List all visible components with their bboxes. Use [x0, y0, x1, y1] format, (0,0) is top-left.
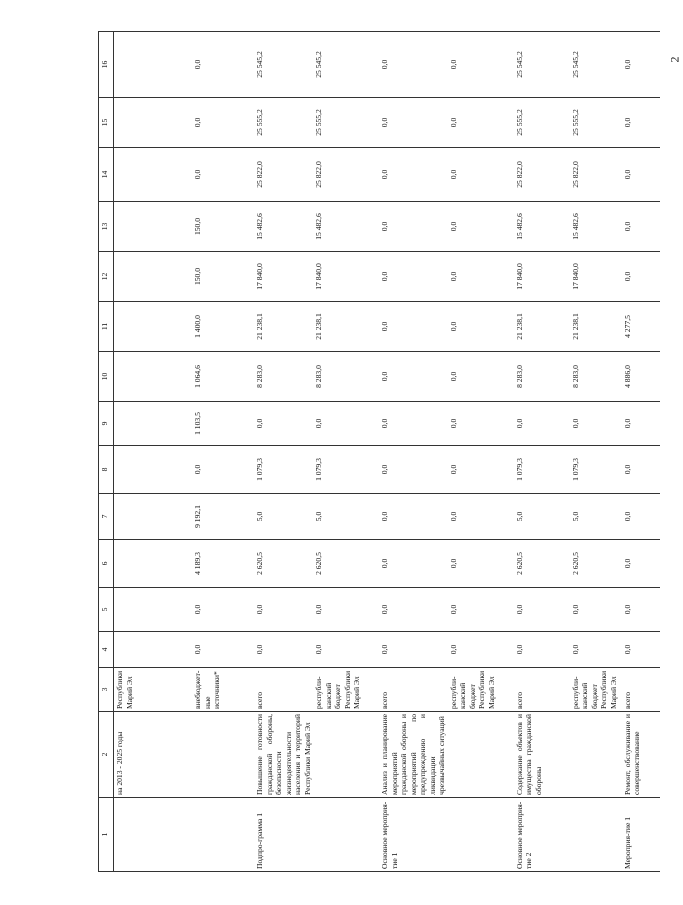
column-number: 2 — [99, 712, 114, 798]
amount-cell — [114, 98, 193, 148]
amount-cell: 15 482,6 — [514, 202, 570, 252]
amount-cell: 0,0 — [622, 588, 660, 632]
amount-cell: 25 545,2 — [570, 32, 622, 98]
amount-cell: 0,0 — [622, 446, 660, 494]
amount-cell — [114, 302, 193, 352]
amount-cell: 0,0 — [448, 402, 514, 446]
program-label-cell — [192, 798, 254, 872]
funding-source-cell: всего — [622, 668, 660, 712]
amount-cell: 8 283,0 — [254, 352, 313, 402]
amount-cell: 0,0 — [448, 632, 514, 668]
amount-cell: 0,0 — [379, 632, 448, 668]
funding-source-cell: всего — [379, 668, 448, 712]
amount-cell: 0,0 — [254, 632, 313, 668]
amount-cell: 2 620,5 — [570, 540, 622, 588]
amount-cell: 0,0 — [313, 588, 379, 632]
column-number: 11 — [99, 302, 114, 352]
column-number: 7 — [99, 494, 114, 540]
amount-cell: 0,0 — [622, 402, 660, 446]
amount-cell: 0,0 — [514, 402, 570, 446]
amount-cell: 0,0 — [448, 446, 514, 494]
amount-cell — [114, 588, 193, 632]
finance-table — [98, 31, 660, 872]
amount-cell: 0,0 — [192, 588, 254, 632]
column-number: 1 — [99, 798, 114, 872]
header-row — [99, 32, 114, 872]
amount-cell: 4 277,5 — [622, 302, 660, 352]
amount-cell: 0,0 — [192, 632, 254, 668]
amount-cell: 0,0 — [379, 402, 448, 446]
amount-cell: 25 822,0 — [570, 148, 622, 202]
table-row — [448, 32, 514, 872]
amount-cell: 17 840,0 — [254, 252, 313, 302]
funding-source-cell: Республики Марий Эл — [114, 668, 193, 712]
amount-cell: 0,0 — [379, 540, 448, 588]
amount-cell: 0,0 — [448, 302, 514, 352]
program-label-cell — [313, 798, 379, 872]
table-row — [379, 32, 448, 872]
amount-cell: 17 840,0 — [570, 252, 622, 302]
funding-source-cell: республи-канский бюджет Республики Марий Эл — [570, 668, 622, 712]
column-number: 3 — [99, 668, 114, 712]
amount-cell: 0,0 — [448, 540, 514, 588]
amount-cell: 4 886,0 — [622, 352, 660, 402]
amount-cell: 0,0 — [514, 588, 570, 632]
program-label-cell: Подпро-грамма 1 — [254, 798, 313, 872]
column-number: 12 — [99, 252, 114, 302]
program-name-cell — [192, 712, 254, 798]
amount-cell: 8 283,0 — [313, 352, 379, 402]
amount-cell: 17 840,0 — [313, 252, 379, 302]
table-row — [192, 32, 254, 872]
amount-cell: 5,0 — [514, 494, 570, 540]
amount-cell: 0,0 — [448, 98, 514, 148]
amount-cell: 8 283,0 — [514, 352, 570, 402]
amount-cell: 1 400,0 — [192, 302, 254, 352]
amount-cell: 0,0 — [622, 540, 660, 588]
amount-cell: 0,0 — [448, 32, 514, 98]
amount-cell: 15 482,6 — [570, 202, 622, 252]
amount-cell: 15 482,6 — [254, 202, 313, 252]
column-number: 16 — [99, 32, 114, 98]
program-name-cell — [448, 712, 514, 798]
funding-source-cell: всего — [254, 668, 313, 712]
amount-cell: 25 555,2 — [313, 98, 379, 148]
amount-cell: 150,0 — [192, 252, 254, 302]
program-name-cell — [570, 712, 622, 798]
column-number: 13 — [99, 202, 114, 252]
amount-cell: 0,0 — [622, 494, 660, 540]
table-row — [114, 32, 193, 872]
amount-cell: 21 238,1 — [514, 302, 570, 352]
amount-cell — [114, 32, 193, 98]
amount-cell: 25 555,2 — [254, 98, 313, 148]
column-number: 14 — [99, 148, 114, 202]
table-row — [570, 32, 622, 872]
amount-cell: 0,0 — [379, 98, 448, 148]
column-number: 9 — [99, 402, 114, 446]
amount-cell: 0,0 — [622, 148, 660, 202]
amount-cell: 0,0 — [254, 402, 313, 446]
table-row — [622, 32, 660, 872]
amount-cell — [114, 402, 193, 446]
amount-cell: 0,0 — [379, 588, 448, 632]
amount-cell: 0,0 — [313, 402, 379, 446]
amount-cell: 25 555,2 — [570, 98, 622, 148]
amount-cell: 0,0 — [379, 32, 448, 98]
column-number: 4 — [99, 632, 114, 668]
program-name-cell: Ремонт, обслуживание и совершенствование — [622, 712, 660, 798]
amount-cell — [114, 446, 193, 494]
amount-cell: 2 620,5 — [514, 540, 570, 588]
amount-cell: 1 103,5 — [192, 402, 254, 446]
amount-cell: 1 079,3 — [514, 446, 570, 494]
program-label-cell — [114, 798, 193, 872]
amount-cell: 0,0 — [622, 202, 660, 252]
column-number: 6 — [99, 540, 114, 588]
amount-cell: 1 079,3 — [313, 446, 379, 494]
amount-cell: 25 822,0 — [254, 148, 313, 202]
amount-cell: 0,0 — [192, 32, 254, 98]
funding-source-cell: республи-канский бюджет Республики Марий Эл — [448, 668, 514, 712]
amount-cell: 150,0 — [192, 202, 254, 252]
amount-cell: 25 822,0 — [514, 148, 570, 202]
amount-cell: 2 620,5 — [254, 540, 313, 588]
amount-cell: 0,0 — [622, 32, 660, 98]
amount-cell: 0,0 — [192, 446, 254, 494]
amount-cell — [114, 632, 193, 668]
amount-cell: 25 545,2 — [254, 32, 313, 98]
amount-cell: 0,0 — [448, 494, 514, 540]
program-label-cell — [448, 798, 514, 872]
amount-cell: 1 079,3 — [254, 446, 313, 494]
amount-cell: 5,0 — [254, 494, 313, 540]
column-number: 5 — [99, 588, 114, 632]
amount-cell — [114, 352, 193, 402]
program-name-cell: Содержание объектов и имущества гражданской обороны — [514, 712, 570, 798]
amount-cell: 0,0 — [622, 252, 660, 302]
funding-source-cell: республи-канский бюджет Республики Марий Эл — [313, 668, 379, 712]
amount-cell: 0,0 — [448, 202, 514, 252]
funding-source-cell: всего — [514, 668, 570, 712]
amount-cell: 25 545,2 — [313, 32, 379, 98]
amount-cell: 25 545,2 — [514, 32, 570, 98]
amount-cell: 2 620,5 — [313, 540, 379, 588]
amount-cell: 25 555,2 — [514, 98, 570, 148]
program-label-cell: Основное мероприя-тие 1 — [379, 798, 448, 872]
amount-cell: 0,0 — [313, 632, 379, 668]
amount-cell: 0,0 — [192, 98, 254, 148]
amount-cell — [114, 148, 193, 202]
amount-cell: 25 822,0 — [313, 148, 379, 202]
amount-cell — [114, 540, 193, 588]
amount-cell: 0,0 — [570, 632, 622, 668]
amount-cell: 21 238,1 — [254, 302, 313, 352]
amount-cell: 1 079,3 — [570, 446, 622, 494]
amount-cell: 0,0 — [622, 98, 660, 148]
amount-cell: 0,0 — [448, 252, 514, 302]
amount-cell: 0,0 — [379, 252, 448, 302]
amount-cell: 0,0 — [379, 302, 448, 352]
amount-cell: 0,0 — [192, 148, 254, 202]
program-name-cell: Повышение готовности гражданской обороны, безопасности жизнедеятельности населения и территорий Республики Марий Эл — [254, 712, 313, 798]
amount-cell: 9 192,1 — [192, 494, 254, 540]
amount-cell: 8 283,0 — [570, 352, 622, 402]
program-name-cell: Анализ и планирование мероприятий гражданской обороны и мероприятий по предупреждению и ликвидации чрезвычайных ситуаций — [379, 712, 448, 798]
amount-cell: 0,0 — [622, 632, 660, 668]
table-row — [313, 32, 379, 872]
amount-cell: 21 238,1 — [570, 302, 622, 352]
program-name-cell: на 2013 - 2025 годы — [114, 712, 193, 798]
amount-cell: 17 840,0 — [514, 252, 570, 302]
funding-source-cell: внебюджет-ные источники* — [192, 668, 254, 712]
amount-cell: 5,0 — [313, 494, 379, 540]
column-number: 15 — [99, 98, 114, 148]
amount-cell: 5,0 — [570, 494, 622, 540]
amount-cell: 0,0 — [379, 202, 448, 252]
amount-cell: 0,0 — [379, 352, 448, 402]
program-label-cell: Мероприя-тие 1 — [622, 798, 660, 872]
program-label-cell — [570, 798, 622, 872]
column-number: 8 — [99, 446, 114, 494]
rotated-table-page — [98, 32, 641, 872]
amount-cell: 0,0 — [448, 352, 514, 402]
amount-cell: 0,0 — [514, 632, 570, 668]
table-row — [514, 32, 570, 872]
amount-cell: 21 238,1 — [313, 302, 379, 352]
amount-cell: 0,0 — [448, 148, 514, 202]
amount-cell: 0,0 — [570, 402, 622, 446]
page-number: 2 — [667, 56, 682, 63]
amount-cell — [114, 252, 193, 302]
amount-cell: 0,0 — [570, 588, 622, 632]
amount-cell — [114, 494, 193, 540]
program-name-cell — [313, 712, 379, 798]
amount-cell: 0,0 — [379, 148, 448, 202]
amount-cell: 0,0 — [254, 588, 313, 632]
amount-cell — [114, 202, 193, 252]
amount-cell: 4 189,3 — [192, 540, 254, 588]
amount-cell: 0,0 — [379, 494, 448, 540]
amount-cell: 0,0 — [448, 588, 514, 632]
table-row — [254, 32, 313, 872]
amount-cell: 0,0 — [379, 446, 448, 494]
amount-cell: 15 482,6 — [313, 202, 379, 252]
amount-cell: 1 064,6 — [192, 352, 254, 402]
column-number: 10 — [99, 352, 114, 402]
program-label-cell: Основное мероприя-тие 2 — [514, 798, 570, 872]
